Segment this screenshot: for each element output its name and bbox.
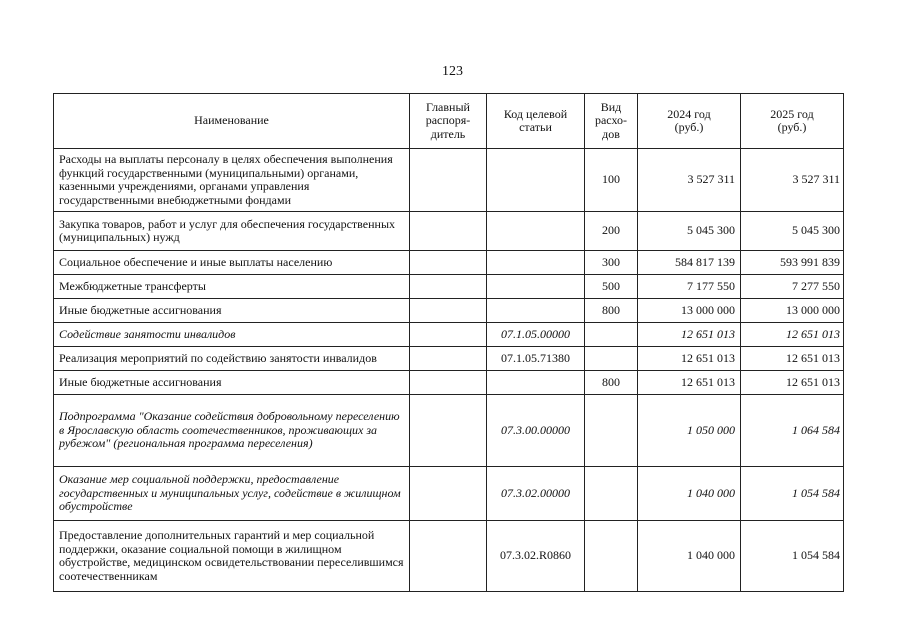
row-name: Реализация мероприятий по содействию занятости инвалидов bbox=[54, 347, 410, 371]
header-year-2025: 2025 год (руб.) bbox=[741, 94, 844, 149]
row-manager bbox=[410, 521, 487, 592]
row-manager bbox=[410, 347, 487, 371]
row-amount-2025: 3 527 311 bbox=[741, 149, 844, 212]
row-manager bbox=[410, 395, 487, 467]
row-amount-2024: 12 651 013 bbox=[638, 323, 741, 347]
row-name: Закупка товаров, работ и услуг для обеспечения государственных (муниципальных) нужд bbox=[54, 212, 410, 251]
row-amount-2024: 13 000 000 bbox=[638, 299, 741, 323]
row-type bbox=[585, 323, 638, 347]
row-type bbox=[585, 467, 638, 521]
row-amount-2024: 12 651 013 bbox=[638, 347, 741, 371]
row-code: 07.1.05.00000 bbox=[487, 323, 585, 347]
row-amount-2024: 5 045 300 bbox=[638, 212, 741, 251]
table-header-row bbox=[54, 94, 844, 149]
row-amount-2025: 13 000 000 bbox=[741, 299, 844, 323]
header-type: Вид расхо- дов bbox=[585, 94, 638, 149]
table-row bbox=[54, 395, 844, 467]
row-code bbox=[487, 299, 585, 323]
table-row bbox=[54, 275, 844, 299]
row-type: 100 bbox=[585, 149, 638, 212]
header-name: Наименование bbox=[54, 94, 410, 149]
row-amount-2024: 1 040 000 bbox=[638, 521, 741, 592]
row-amount-2024: 584 817 139 bbox=[638, 251, 741, 275]
table-row bbox=[54, 467, 844, 521]
row-name: Содействие занятости инвалидов bbox=[54, 323, 410, 347]
row-type bbox=[585, 347, 638, 371]
table-row bbox=[54, 323, 844, 347]
row-name: Иные бюджетные ассигнования bbox=[54, 299, 410, 323]
row-amount-2024: 3 527 311 bbox=[638, 149, 741, 212]
row-name: Социальное обеспечение и иные выплаты населению bbox=[54, 251, 410, 275]
table-row bbox=[54, 347, 844, 371]
row-name: Предоставление дополнительных гарантий и мер социальной поддержки, оказание социальной помощи в жилищном обустройстве, медицинском освидетельствовании переселившимся соотечественникам bbox=[54, 521, 410, 592]
row-code bbox=[487, 251, 585, 275]
row-amount-2024: 7 177 550 bbox=[638, 275, 741, 299]
row-code bbox=[487, 275, 585, 299]
row-name: Межбюджетные трансферты bbox=[54, 275, 410, 299]
table-row bbox=[54, 521, 844, 592]
row-name: Подпрограмма "Оказание содействия добровольному переселению в Ярославскую область соотечественников, проживающих за рубежом" (региональная программа переселения) bbox=[54, 395, 410, 467]
row-type bbox=[585, 395, 638, 467]
row-amount-2025: 7 277 550 bbox=[741, 275, 844, 299]
header-code: Код целевой статьи bbox=[487, 94, 585, 149]
row-name: Иные бюджетные ассигнования bbox=[54, 371, 410, 395]
table-row bbox=[54, 212, 844, 251]
row-code: 07.3.02.00000 bbox=[487, 467, 585, 521]
row-manager bbox=[410, 275, 487, 299]
row-type bbox=[585, 521, 638, 592]
row-amount-2025: 12 651 013 bbox=[741, 371, 844, 395]
table-row bbox=[54, 251, 844, 275]
row-name: Оказание мер социальной поддержки, предоставление государственных и муниципальных услуг, содействие в жилищном обустройстве bbox=[54, 467, 410, 521]
row-name: Расходы на выплаты персоналу в целях обеспечения выполнения функций государственными (муниципальными) органами, казенными учреждениями, органами управления государственными внебюджетными фондами bbox=[54, 149, 410, 212]
row-type: 800 bbox=[585, 299, 638, 323]
row-code: 07.3.02.R0860 bbox=[487, 521, 585, 592]
row-amount-2024: 1 050 000 bbox=[638, 395, 741, 467]
row-amount-2025: 1 054 584 bbox=[741, 467, 844, 521]
row-code bbox=[487, 371, 585, 395]
row-manager bbox=[410, 467, 487, 521]
row-type: 500 bbox=[585, 275, 638, 299]
table-row bbox=[54, 371, 844, 395]
row-amount-2025: 5 045 300 bbox=[741, 212, 844, 251]
budget-table bbox=[53, 93, 844, 592]
row-manager bbox=[410, 251, 487, 275]
row-manager bbox=[410, 212, 487, 251]
row-type: 300 bbox=[585, 251, 638, 275]
row-manager bbox=[410, 149, 487, 212]
header-year-2024: 2024 год (руб.) bbox=[638, 94, 741, 149]
row-amount-2025: 593 991 839 bbox=[741, 251, 844, 275]
row-type: 800 bbox=[585, 371, 638, 395]
row-code: 07.1.05.71380 bbox=[487, 347, 585, 371]
row-amount-2025: 12 651 013 bbox=[741, 347, 844, 371]
row-amount-2024: 1 040 000 bbox=[638, 467, 741, 521]
row-manager bbox=[410, 299, 487, 323]
row-type: 200 bbox=[585, 212, 638, 251]
row-manager bbox=[410, 323, 487, 347]
row-amount-2025: 12 651 013 bbox=[741, 323, 844, 347]
row-amount-2025: 1 054 584 bbox=[741, 521, 844, 592]
row-amount-2025: 1 064 584 bbox=[741, 395, 844, 467]
table-row bbox=[54, 299, 844, 323]
row-code bbox=[487, 149, 585, 212]
row-code bbox=[487, 212, 585, 251]
row-amount-2024: 12 651 013 bbox=[638, 371, 741, 395]
row-manager bbox=[410, 371, 487, 395]
table-row bbox=[54, 149, 844, 212]
header-manager: Главный распоря- дитель bbox=[410, 94, 487, 149]
page-number: 123 bbox=[442, 64, 463, 79]
row-code: 07.3.00.00000 bbox=[487, 395, 585, 467]
